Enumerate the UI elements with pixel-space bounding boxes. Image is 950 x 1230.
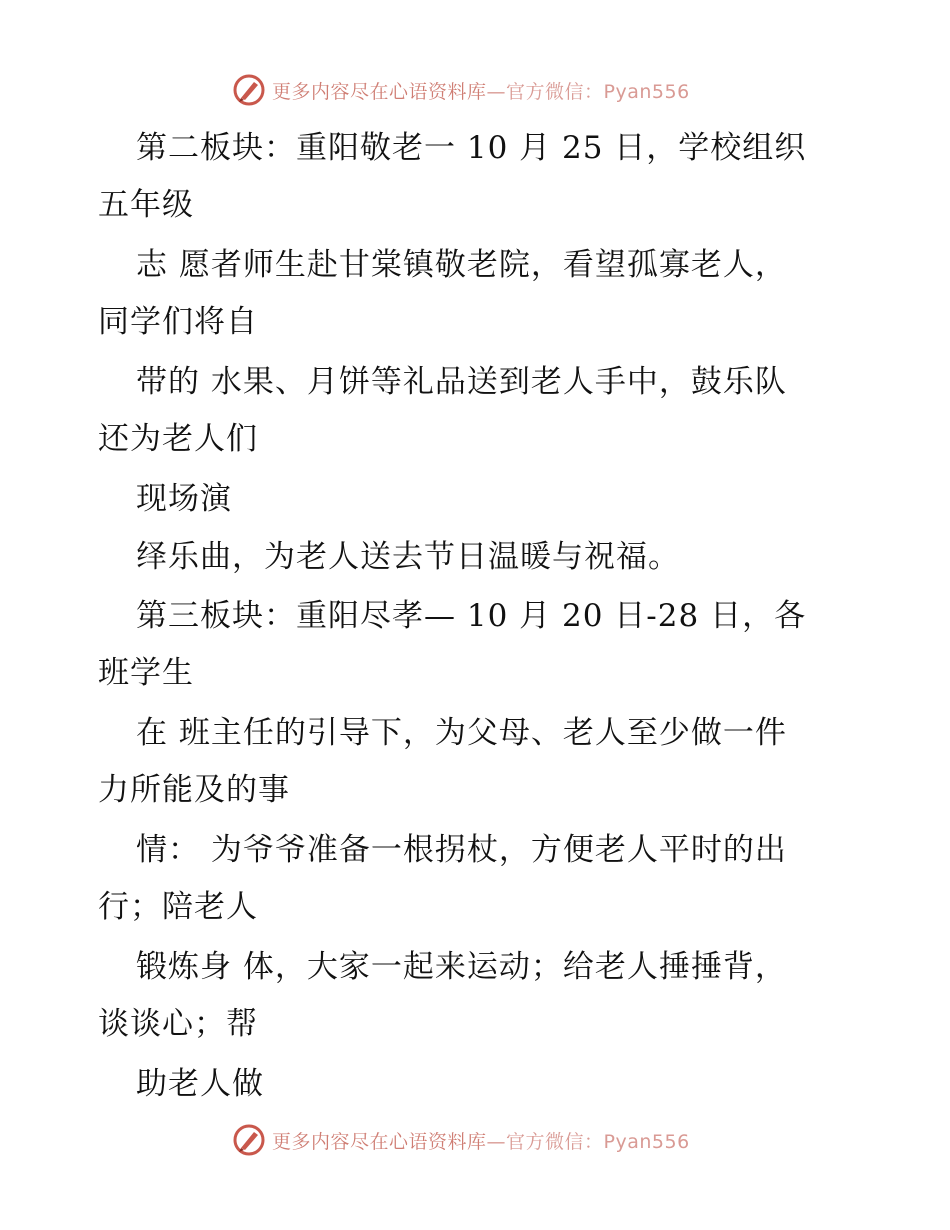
text-line: 带的 水果、月饼等礼品送到老人手中，鼓乐队	[136, 364, 787, 400]
pen-logo-icon	[232, 73, 266, 107]
pen-logo-icon	[232, 1123, 266, 1157]
text-line: 锻炼身 体，大家一起来运动；给老人捶捶背，	[136, 949, 787, 985]
text-line: 还为老人们	[98, 421, 258, 457]
text-line: 五年级	[98, 187, 194, 223]
banner-contact: —官方微信：Pyan556	[486, 1130, 690, 1153]
text-line: 情： 为爷爷准备一根拐杖，方便老人平时的出	[136, 832, 787, 868]
text-line: 第二板块：重阳敬老一 10 月 25 日，学校组织	[136, 130, 807, 166]
text-line: 力所能及的事	[98, 772, 290, 808]
text-line: 谈谈心；帮	[98, 1006, 258, 1042]
text-line: 助老人做	[136, 1066, 264, 1102]
text-line: 绎乐曲，为老人送去节日温暖与祝福。	[136, 539, 680, 575]
footer-banner	[232, 1122, 712, 1158]
banner-brand: 更多内容尽在心语资料库	[272, 1130, 487, 1153]
banner-text	[272, 1127, 690, 1154]
text-line: 第三板块：重阳尽孝— 10 月 20 日-28 日，各	[136, 598, 807, 634]
header-banner	[232, 72, 712, 108]
banner-brand: 更多内容尽在心语资料库	[272, 80, 487, 103]
text-line: 行；陪老人	[98, 889, 258, 925]
banner-text	[272, 77, 690, 104]
text-line: 同学们将自	[98, 304, 258, 340]
text-line: 志 愿者师生赴甘棠镇敬老院，看望孤寡老人，	[136, 247, 787, 283]
banner-contact: —官方微信：Pyan556	[486, 80, 690, 103]
text-line: 现场演	[136, 481, 232, 517]
text-line: 在 班主任的引导下，为父母、老人至少做一件	[136, 715, 787, 751]
text-line: 班学生	[98, 655, 194, 691]
